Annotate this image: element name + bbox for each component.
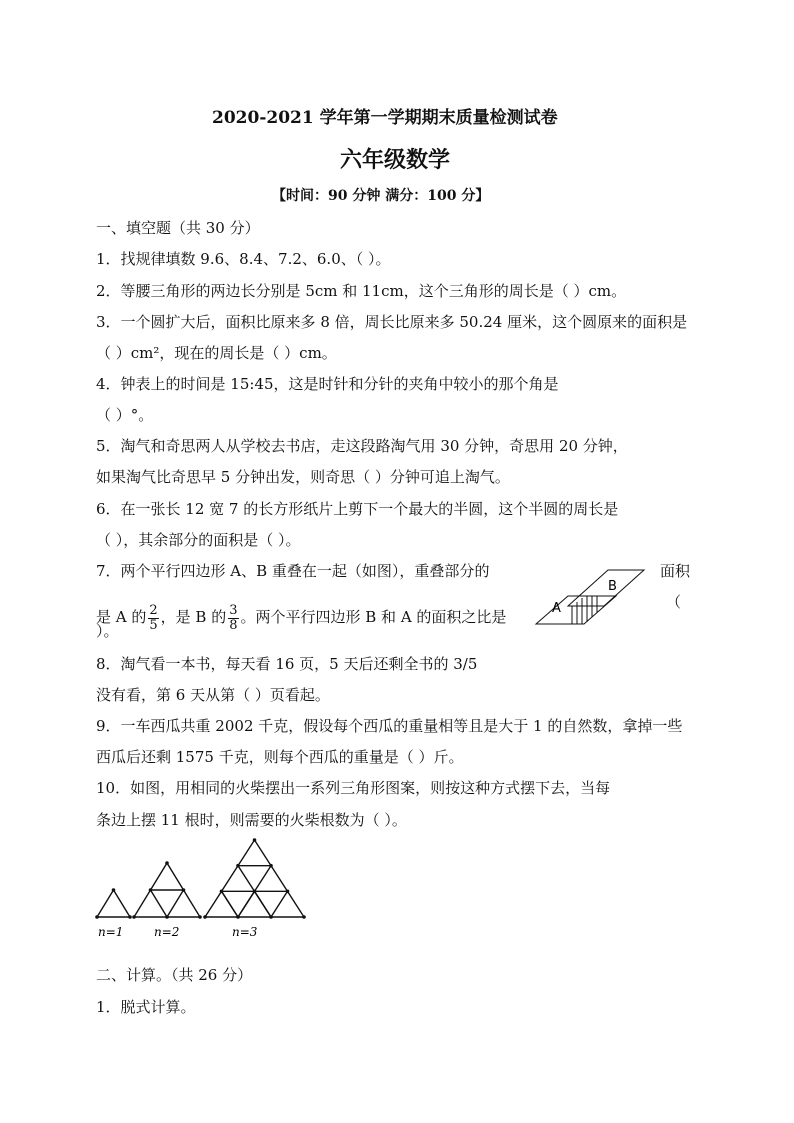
- label-b: B: [608, 579, 617, 594]
- label-n1: n=1: [98, 925, 124, 939]
- label-n3: n=3: [232, 925, 258, 939]
- exam-meta: 【时间：90 分钟 满分：100 分】: [272, 188, 490, 204]
- question-8-line2: 没有看，第 6 天从第（ ）页看起。: [96, 686, 330, 704]
- subject-title: 六年级数学: [340, 147, 451, 173]
- question-10-line1: 10．如图，用相同的火柴摆出一系列三角形图案，则按这种方式摆下去，当每: [96, 779, 611, 797]
- question-7-right1: 面积: [660, 562, 691, 580]
- parallelograms-figure: [536, 566, 646, 628]
- question-4-line1: 4．钟表上的时间是 15:45，这是时针和分针的夹角中较小的那个角是: [96, 375, 559, 393]
- question-3-line1: 3．一个圆扩大后，面积比原来多 8 倍，周长比原来多 50.24 厘米，这个圆原来的面积是: [96, 313, 688, 331]
- fraction-three-eighths: [228, 604, 238, 633]
- q7-text-mid: ，是 B 的: [160, 608, 227, 626]
- question-9-line1: 9．一车西瓜共重 2002 千克，假设每个西瓜的重量相等且是大于 1 的自然数，拿掉一些: [96, 717, 683, 735]
- label-a: A: [552, 601, 561, 616]
- triangle-n1: [97, 890, 130, 917]
- parallelogram-a: [536, 596, 616, 624]
- q7-text-pre: 是 A 的: [96, 608, 147, 626]
- frac2-den: 8: [229, 617, 238, 633]
- section1-heading: 一、填空题（共 30 分）: [96, 219, 260, 237]
- question-7-line3: ）。: [96, 622, 119, 640]
- question-8-line1: 8．淘气看一本书，每天看 16 页，5 天后还剩全书的 3/5: [96, 655, 478, 673]
- question-6-line1: 6．在一张长 12 宽 7 的长方形纸片上剪下一个最大的半圆，这个半圆的周长是: [96, 500, 619, 518]
- match-line: [255, 891, 272, 917]
- frac2-num: 3: [229, 602, 238, 618]
- question-2: 2．等腰三角形的两边长分别是 5cm 和 11cm，这个三角形的周长是（ ）cm。: [96, 282, 627, 300]
- matchstick-triangles-figure: [94, 840, 324, 950]
- frac1-num: 2: [149, 602, 158, 618]
- match-line: [222, 891, 239, 917]
- section2-question-1: 1．脱式计算。: [96, 998, 196, 1016]
- label-n2: n=2: [154, 925, 180, 939]
- question-7-line1: 7．两个平行四边形 A、B 重叠在一起（如图），重叠部分的: [96, 562, 490, 580]
- question-9-line2: 西瓜后还剩 1575 千克，则每个西瓜的重量是（ ）斤。: [96, 748, 464, 766]
- question-3-line2: （ ）cm²，现在的周长是（ ）cm。: [96, 344, 337, 362]
- exam-title: 2020-2021 学年第一学期期末质量检测试卷: [212, 108, 558, 128]
- match-line: [238, 891, 255, 917]
- question-5-line1: 5．淘气和奇思两人从学校去书店，走这段路淘气用 30 分钟，奇思用 20 分钟，: [96, 437, 628, 455]
- triangle-n3-outer: [205, 840, 304, 917]
- parallelogram-b: [568, 570, 644, 606]
- fraction-two-fifths: [148, 604, 158, 633]
- question-7-line2: [96, 598, 506, 636]
- triangle-n2-inner: [151, 890, 184, 917]
- q7-text-post: 。两个平行四边形 B 和 A 的面积之比是: [240, 608, 507, 626]
- question-1: 1．找规律填数 9.6、8.4、7.2、6.0、（ ）。: [96, 250, 391, 268]
- match-line: [271, 891, 288, 917]
- question-4-line2: （ ）°。: [96, 406, 154, 424]
- question-5-line2: 如果淘气比奇思早 5 分钟出发，则奇思（ ）分钟可追上淘气。: [96, 468, 510, 486]
- frac1-den: 5: [149, 617, 158, 633]
- question-6-line2: （ ），其余部分的面积是（ ）。: [96, 531, 301, 549]
- section2-heading: 二、计算。（共 26 分）: [96, 966, 253, 984]
- question-10-line2: 条边上摆 11 根时，则需要的火柴根数为（ ）。: [96, 811, 407, 829]
- question-7-right2: （: [666, 593, 682, 611]
